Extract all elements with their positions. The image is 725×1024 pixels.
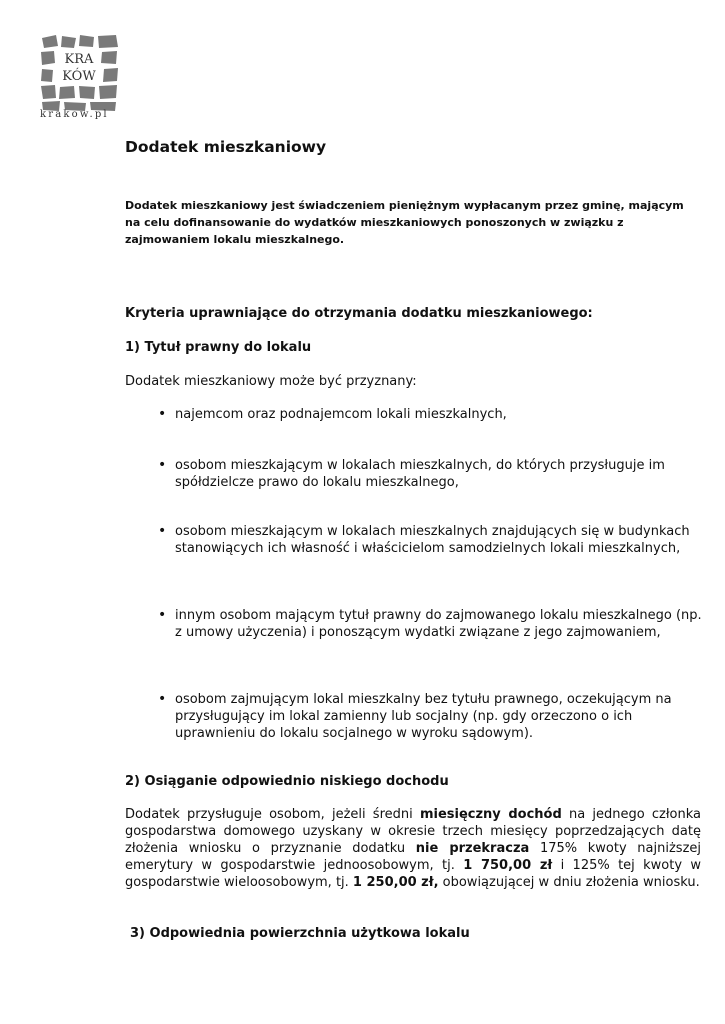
- income-paragraph: [125, 806, 701, 891]
- income-text-3: 175% kwoty najniższej emerytury w gospodarstwie jednoosobowym, tj.: [125, 841, 701, 873]
- list-item: • osobom mieszkającym w lokalach mieszkalnych, do których przysługuje im spółdzielcze prawo do lokalu mieszkalnego,: [158, 457, 703, 491]
- logo-url: krakow.pl: [40, 109, 109, 120]
- income-bold-multi: 1 250,00 zł,: [352, 875, 439, 890]
- krakow-logo-mark: [38, 32, 120, 112]
- logo-line1: KRA: [64, 52, 94, 67]
- list-item: • najemcom oraz podnajemcom lokali mieszkalnych,: [158, 406, 703, 423]
- income-bold-not-exceed: nie przekracza: [415, 841, 530, 856]
- income-bold-monthly: miesięczny dochód: [419, 807, 562, 822]
- section3-heading: 3) Odpowiednia powierzchnia użytkowa lokalu: [130, 926, 470, 941]
- income-text-5: obowiązującej w dniu złożenia wniosku.: [438, 875, 700, 890]
- section1-heading: 1) Tytuł prawny do lokalu: [125, 340, 312, 355]
- section2-heading: 2) Osiąganie odpowiednio niskiego dochodu: [125, 774, 449, 789]
- section1-lead: Dodatek mieszkaniowy może być przyznany:: [125, 374, 417, 389]
- list-item: • innym osobom mającym tytuł prawny do zajmowanego lokalu mieszkalnego (np. z umowy użyczenia) i ponoszącym wydatki związane z jego zajmowaniem,: [158, 607, 703, 641]
- income-text-2: na jednego członka gospodarstwa domowego uzyskany w okresie trzech miesięcy poprzedzających datę złożenia wniosku o przyznanie dodatku: [125, 807, 701, 856]
- criteria-heading: Kryteria uprawniające do otrzymania dodatku mieszkaniowego:: [125, 306, 593, 321]
- income-text-4: i 125% tej kwoty w gospodarstwie wieloosobowym, tj.: [125, 858, 701, 890]
- income-bold-single: 1 750,00 zł: [463, 858, 553, 873]
- page-title: Dodatek mieszkaniowy: [125, 138, 327, 156]
- list-item: • osobom zajmującym lokal mieszkalny bez tytułu prawnego, oczekującym na przysługujący im lokal zamienny lub socjalny (np. gdy orzeczono o ich uprawnieniu do lokalu socjalnego w wyroku sądowym).: [158, 691, 703, 742]
- income-text-1: Dodatek przysługuje osobom, jeżeli średni: [125, 807, 420, 822]
- logo-line2: KÓW: [62, 69, 96, 84]
- list-item: • osobom mieszkającym w lokalach mieszkalnych znajdujących się w budynkach stanowiących ich własność i właścicielom samodzielnych lokali mieszkalnych,: [158, 523, 703, 557]
- intro-paragraph: Dodatek mieszkaniowy jest świadczeniem pieniężnym wypłacanym przez gminę, mającym na celu dofinansowanie do wydatków mieszkaniowych ponoszonych w związku z zajmowaniem lokalu mieszkalnego.: [125, 199, 684, 246]
